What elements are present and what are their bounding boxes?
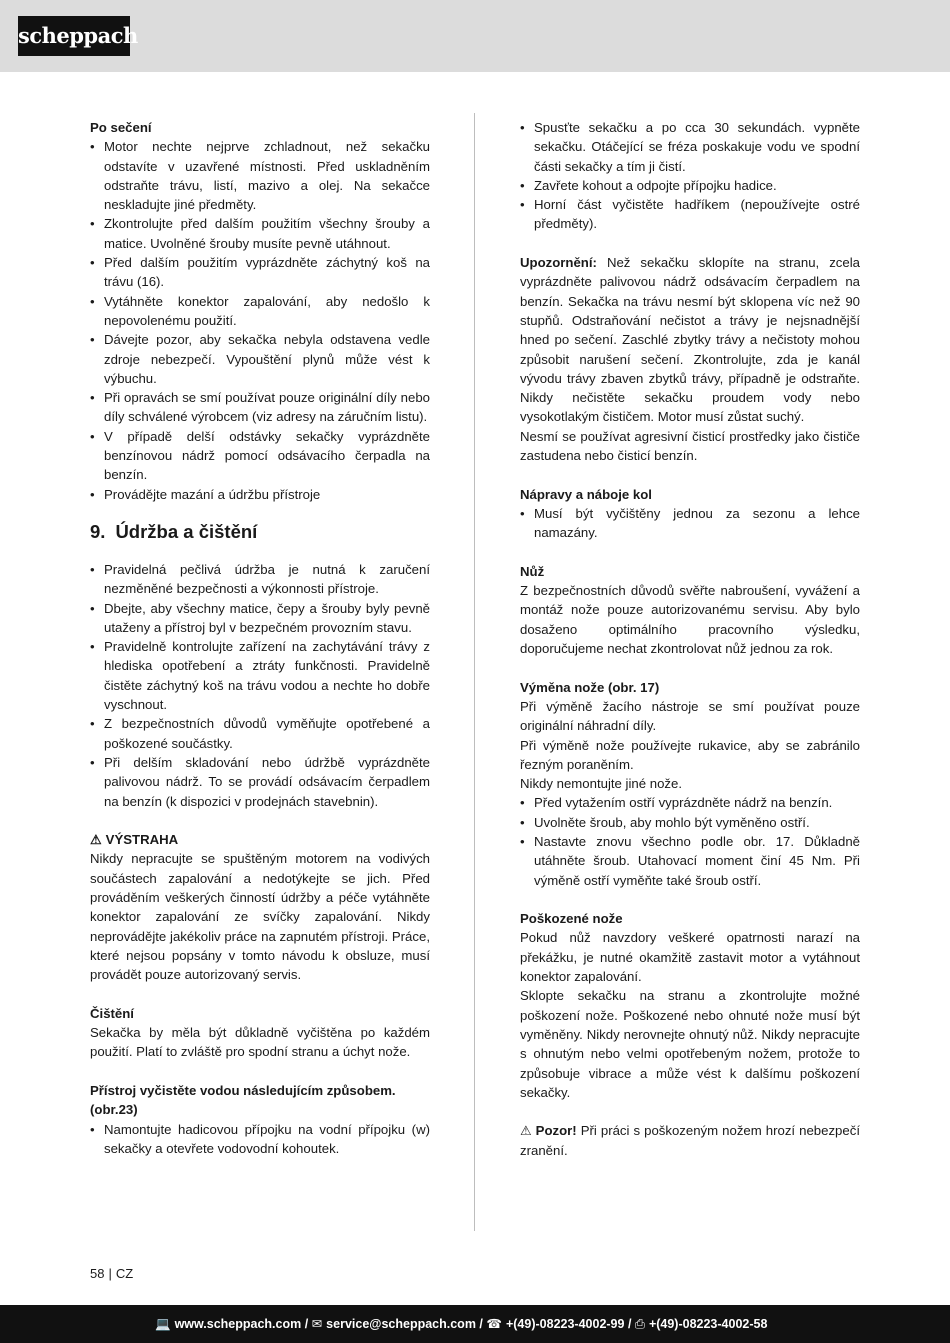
list-item: • Nastavte znovu všechno podle obr. 17. Důkladně utáhněte šroub. Utahovací moment činí 45 Nm. Při výměně ostří vyměňte také šroub ostří.	[520, 832, 860, 890]
poskozene-heading: Poškozené nože	[520, 911, 623, 927]
computer-icon: 💻	[155, 1317, 171, 1331]
right-column	[520, 118, 860, 1160]
vymena-list	[520, 793, 860, 889]
mail-icon: ✉	[311, 1317, 323, 1331]
footer-email[interactable]: service@scheppach.com	[326, 1317, 476, 1331]
pozor-text: Při práci s poškozeným nožem hrozí nebezpečí zranění.	[520, 1123, 860, 1158]
list-item: • Motor nechte nejprve zchladnout, než sekačku odstavíte v uzavřené místnosti. Před uskladněním odstraňte trávu, listí, mazivo a olej. Na sekačce neskladujte jiné předměty.	[90, 137, 430, 214]
cisteni-heading: Čištění	[90, 1005, 134, 1021]
po-seceni-heading: Po sečení	[90, 120, 152, 135]
section-number: 9.	[90, 520, 106, 542]
list-item: • Zavřete kohout a odpojte přípojku hadice.	[520, 176, 860, 195]
voda-list-continued	[520, 118, 860, 234]
list-item: • V případě delší odstávky sekačky vyprázdněte benzínovou nádrž pomocí odsávacího čerpadla na benzín.	[90, 427, 430, 485]
column-divider	[474, 113, 475, 1231]
poskozene-text-2: Sklopte sekačku na stranu a zkontrolujte možné poškození nože. Poškozené nebo ohnuté nože musí být vyměněny. Nikdy nerovnejte ohnutý nůž. Nikdy nepracujte s ohnutým nebo velmi opotřebeným nožem, protože to způsobuje vibrace a může vést k dalšímu poškození sekačky.	[520, 988, 860, 1100]
list-item: • Před dalším použitím vyprázdněte záchytný koš na trávu (16).	[90, 253, 430, 292]
list-item: • Dbejte, aby všechny matice, čepy a šrouby byly pevně utaženy a přístroj byl v bezpečném provozním stavu.	[90, 599, 430, 638]
vymena-text-1: Při výměně žacího nástroje se smí používat pouze originální náhradní díly.	[520, 698, 860, 734]
upozorneni-paragraph	[520, 253, 860, 427]
nuz-text: Z bezpečnostních důvodů svěřte nabroušení, vyvážení a montáž nože pouze autorizovanému servisu. Aby bylo dosaženo optimálního pracovního výsledku, doporučujeme nechat zkontrolovat nůž jednou za rok.	[520, 583, 860, 657]
page-number-value: 58	[90, 1266, 105, 1281]
list-item: • Pravidelně kontrolujte zařízení na zachytávání trávy z hlediska opotřebení a ztráty funkčnosti. Pravidelně čistěte záchytný koš na trávu vodou a nechte ho dobře vyschnout.	[90, 637, 430, 714]
voda-list	[90, 1120, 430, 1159]
cisteni-text: Sekačka by měla být důkladně vyčištěna po každém použití. Platí to zvláště pro spodní stranu a úchyt nože.	[90, 1025, 430, 1060]
page-separator: |	[108, 1266, 112, 1281]
footer-phone: +(49)-08223-4002-99	[505, 1317, 625, 1331]
list-item: • Provádějte mazání a údržbu přístroje	[90, 485, 430, 504]
list-item: • Zkontrolujte před dalším použitím všechny šrouby a matice. Uvolněné šrouby musíte pevně utáhnout.	[90, 214, 430, 253]
napravy-list	[520, 504, 860, 543]
language-code: CZ	[115, 1266, 134, 1281]
page-header	[0, 0, 950, 72]
scheppach-logo: scheppach	[18, 16, 130, 56]
warning-triangle-icon: ⚠	[90, 832, 102, 848]
list-item: • Namontujte hadicovou přípojku na vodní přípojku (w) sekačky a otevřete vodovodní kohoutek.	[90, 1120, 430, 1159]
section-title: Údržba a čištění	[115, 520, 258, 542]
vymena-text-3: Nikdy nemontujte jiné nože.	[520, 776, 683, 792]
poskozene-text-1: Pokud nůž navzdory veškeré opatrnosti narazí na překážku, je nutné okamžitě zastavit motor a vytáhnout konektor zapalování.	[520, 930, 860, 985]
napravy-heading: Nápravy a náboje kol	[520, 486, 652, 502]
phone-icon: ☎	[486, 1317, 502, 1331]
list-item: • Před vytažením ostří vyprázdněte nádrž na benzín.	[520, 793, 860, 812]
list-item: • Při opravách se smí používat pouze originální díly nebo díly schválené výrobcem (viz adresy na záručním listu).	[90, 388, 430, 427]
list-item: • Při delším skladování nebo údržbě vyprázdněte palivovou nádrž. To se provádí odsávacím čerpadlem na benzín (k dispozici v prodejnách stavebnin).	[90, 753, 430, 811]
footer-web[interactable]: www.scheppach.com	[174, 1317, 302, 1331]
list-item: • Horní část vyčistěte hadříkem (nepoužívejte ostré předměty).	[520, 195, 860, 234]
left-column	[90, 118, 430, 1158]
footer-separator: /	[627, 1317, 632, 1331]
list-item: • Pravidelná pečlivá údržba je nutná k zaručení nezměněné bezpečnosti a výkonnosti přístroje.	[90, 560, 430, 599]
pozor-paragraph	[520, 1121, 860, 1160]
vystraha-heading	[90, 830, 430, 849]
list-item: • Dávejte pozor, aby sekačka nebyla odstavena vedle zdroje nebezpečí. Vypouštění plynů může vést k výbuchu.	[90, 330, 430, 388]
vystraha-title: VÝSTRAHA	[105, 832, 179, 848]
fax-icon: ⎙	[634, 1317, 645, 1331]
page-footer	[0, 1305, 950, 1343]
upozorneni-text: Než sekačku sklopíte na stranu, zcela vyprázdněte palivovou nádrž odsávacím čerpadlem na benzín. Sekačka na trávu nesmí být sklopena víc než 90 stupňů. Odstraňování nečistot a trávy je nejsnadnější hned po sečení. Zaschlé zbytky trávy a nečistoty mohou způsobit narušení sečení. Zkontrolujte, zda je kanál vývodu trávy zbaven zbytků trávy, případně je odstraňte. Nikdy nečistěte sekačku proudem vody nebo vysokotlakým čističem. Motor musí zůstat suchý.	[520, 255, 860, 425]
vymena-heading: Výměna nože (obr. 17)	[520, 679, 660, 695]
list-item: • Uvolněte šroub, aby mohlo být vyměněno ostří.	[520, 813, 860, 832]
warning-triangle-icon: ⚠	[520, 1123, 532, 1139]
voda-heading: Přístroj vyčistěte vodou následujícím způsobem. (obr.23)	[90, 1082, 396, 1118]
page-number	[90, 1266, 133, 1281]
footer-contacts	[155, 1305, 767, 1343]
nuz-heading: Nůž	[520, 563, 545, 579]
upozorneni-label: Upozornění:	[520, 255, 597, 271]
upozorneni-text-2: Nesmí se používat agresivní čisticí prostředky jako čističe zastudena nebo čisticí benzín.	[520, 428, 860, 464]
section-heading	[90, 520, 430, 544]
list-item: • Spusťte sekačku a po cca 30 sekundách. vypněte sekačku. Otáčející se fréza poskakuje vodu ve spodní části sekačky a tím ji čistí.	[520, 118, 860, 176]
list-item: • Vytáhněte konektor zapalování, aby nedošlo k nepovolenému použití.	[90, 292, 430, 331]
list-item: • Z bezpečnostních důvodů vyměňujte opotřebené a poškozené součástky.	[90, 714, 430, 753]
pozor-label: Pozor!	[535, 1123, 577, 1139]
vystraha-text: Nikdy nepracujte se spuštěným motorem na vodivých součástech zapalování a nedotýkejte se jich. Před prováděním veškerých činností údržby a péče vytáhněte konektor zapalování ze svíčky zapalování. Nikdy neprovádějte jakékoliv práce na zapnutém přístroji. Práce, které nejsou popsány v tomto návodu k obsluze, musí provádět pouze autorizovaný servis.	[90, 851, 430, 983]
po-seceni-list	[90, 137, 430, 504]
udrzba-list	[90, 560, 430, 811]
vymena-text-2: Při výměně nože používejte rukavice, aby se zabránilo řezným poraněním.	[520, 737, 860, 772]
footer-fax: +(49)-08223-4002-58	[648, 1317, 768, 1331]
footer-separator: /	[479, 1317, 483, 1331]
list-item: • Musí být vyčištěny jednou za sezonu a lehce namazány.	[520, 504, 860, 543]
footer-separator: /	[304, 1317, 309, 1331]
